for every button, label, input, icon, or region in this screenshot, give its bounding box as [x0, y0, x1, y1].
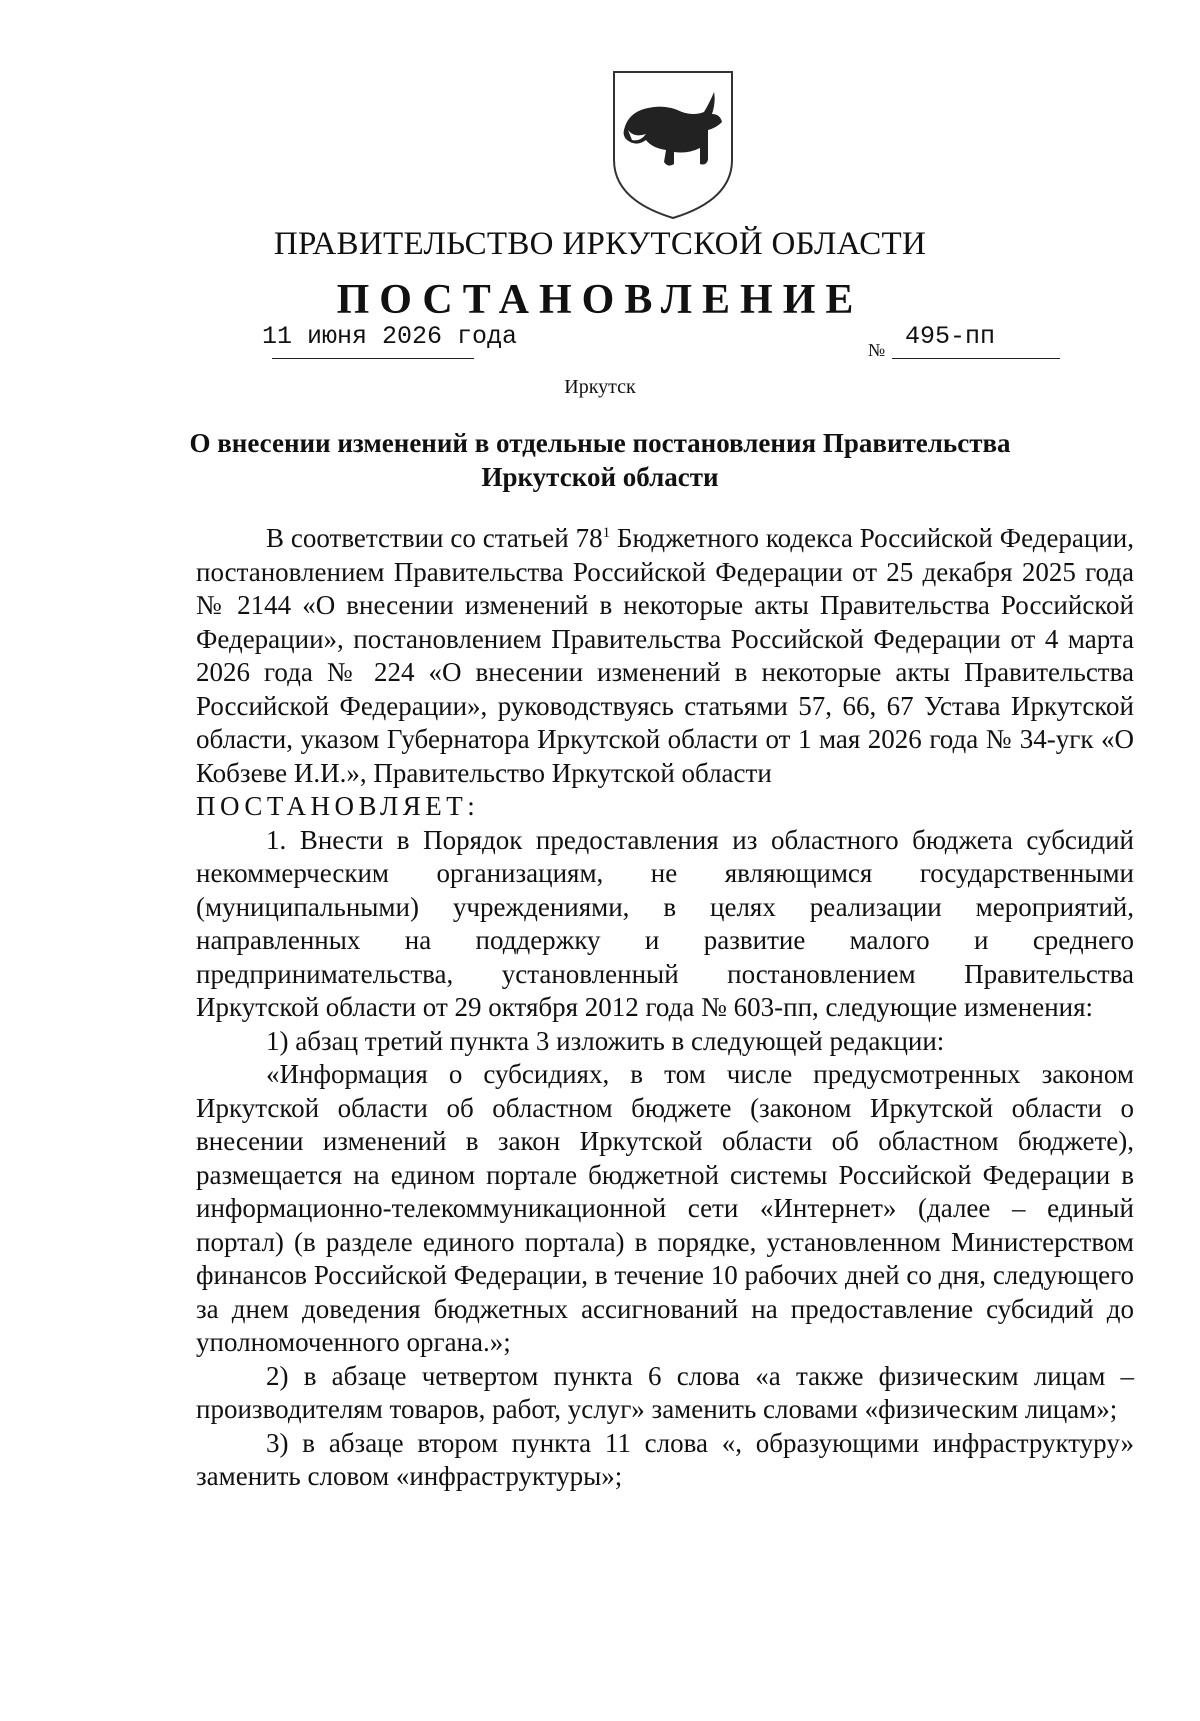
coat-of-arms-icon: [608, 68, 738, 222]
document-number: 495-пп: [905, 322, 996, 351]
document-body: [196, 522, 1134, 1494]
article-superscript: 1: [602, 525, 611, 541]
preamble-paragraph: [196, 522, 1134, 790]
paragraph-subitem-2: 2) в абзаце четвертом пункта 6 слова «а также физическим лицам – производителям товаров, работ, услуг» заменить словами «физическим лицам»;: [196, 1360, 1134, 1424]
paragraph-subitem-1: 1) абзац третий пункта 3 изложить в следующей редакции:: [266, 1025, 945, 1056]
document-date: 11 июня 2026 года: [262, 322, 518, 351]
preamble-text-start: В соответствии со статьей 78: [266, 523, 603, 553]
paragraph-quote: «Информация о субсидиях, в том числе предусмотренных законом Иркутской области об областном бюджете (законом Иркутской области о внесении изменений в закон Иркутской области об областном бюджете), размещается на едином портале бюджетной системы Российской Федерации в информационно-телекоммуникационной сети «Интернет» (далее – единый портал) (в разделе единого портала) в порядке, установленном Министерством финансов Российской Федерации, в течение 10 рабочих дней со дня, следующего за днем доведения бюджетных ассигнований на предоставление субсидий до уполномоченного органа.»;: [196, 1059, 1134, 1357]
document-type: ПОСТАНОВЛЕНИЕ: [336, 277, 864, 323]
paragraph-subitem-3: 3) в абзаце втором пункта 11 слова «, образующими инфраструктуру» заменить словом «инфраструктуры»;: [196, 1427, 1134, 1491]
number-mark: №: [868, 340, 886, 360]
city-name: Иркутск: [564, 376, 636, 398]
organization-title: ПРАВИТЕЛЬСТВО ИРКУТСКОЙ ОБЛАСТИ: [273, 226, 927, 262]
resolves-heading: ПОСТАНОВЛЯЕТ:: [196, 791, 480, 821]
date-underline: [272, 358, 474, 359]
paragraph-item-1: 1. Внести в Порядок предоставления из областного бюджета субсидий некоммерческим организациям, не являющимся государственными (муниципальными) учреждениями, в целях реализации мероприятий, направленных на поддержку и развитие малого и среднего предпринимательства, установленный постановлением Правительства Иркутской области от 29 октября 2012 года № 603-пп, следующие изменения:: [196, 824, 1134, 1022]
preamble-text-end: Бюджетного кодекса Российской Федерации, постановлением Правительства Российской Федерации от 25 декабря 2025 года № 2144 «О внесении изменений в некоторые акты Правительства Российской Федерации», постановлением Правительства Российской Федерации от 4 марта 2026 года № 224 «О внесении изменений в некоторые акты Правительства Российской Федерации», руководствуясь статьями 57, 66, 67 Устава Иркутской области, указом Губернатора Иркутской области от 1 мая 2026 года № 34-угк «О Кобзеве И.И.», Правительство Иркутской области: [196, 523, 1135, 788]
document-heading: О внесении изменений в отдельные постановления Правительства Иркутской области: [189, 428, 1011, 492]
number-underline: [892, 358, 1060, 359]
